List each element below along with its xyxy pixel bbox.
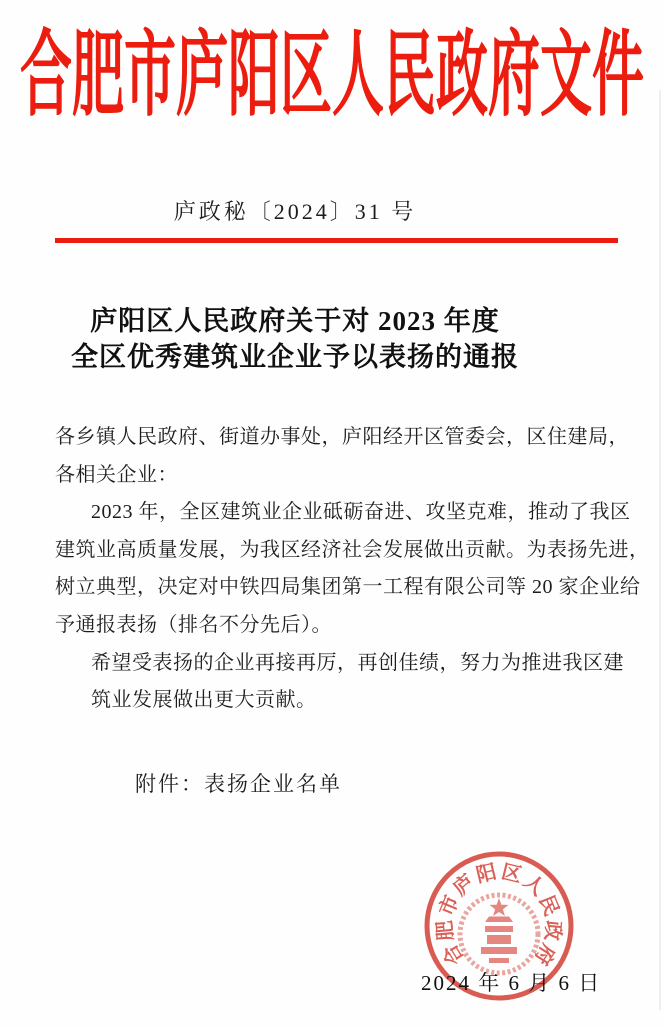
body-line: 希望受表扬的企业再接再厉，再创佳绩，努力为推进我区建 (91, 651, 624, 674)
body-line: 予通报表扬（排名不分先后）。 (55, 613, 332, 636)
seal-char: 庐 (449, 870, 479, 901)
red-separator-rule (55, 238, 618, 243)
seal-char: 府 (529, 939, 559, 969)
seal-char: 肥 (433, 919, 458, 942)
emblem-ribbon (489, 958, 509, 963)
document-title-line-1: 庐阳区人民政府关于对 2023 年度 (90, 306, 500, 336)
body-text (55, 419, 650, 720)
scan-edge-artifact (659, 90, 661, 1010)
document-title (0, 303, 627, 375)
seal-char: 合 (439, 939, 469, 969)
seal-char: 人 (519, 870, 549, 901)
emblem-star-icon (490, 898, 509, 916)
emblem-gate-wall (487, 935, 511, 944)
emblem-gate-mid (485, 926, 513, 932)
body-line: 2023 年，全区建筑业企业砥砺奋进、攻坚克难，推动了我区 (91, 501, 631, 524)
body-line: 树立典型，决定对中铁四局集团第一工程有限公司等 20 家企业给 (55, 576, 641, 599)
document-title-line-2: 全区优秀建筑业企业予以表扬的通报 (71, 342, 519, 372)
national-emblem (460, 895, 538, 973)
date-line: 2024 年 6 月 6 日 (421, 971, 602, 995)
body-line: 各相关企业： (55, 463, 178, 486)
body-line: 建筑业高质量发展，为我区经济社会发展做出贡献。为表扬先进， (55, 538, 650, 561)
masthead-title: 合肥市庐阳区人民政府文件 (19, 25, 644, 128)
attachment-line: 附件：表扬企业名单 (135, 772, 342, 796)
emblem-gate-base (481, 947, 517, 954)
emblem-gate-upper-roof (485, 917, 513, 923)
masthead (0, 25, 664, 128)
body-line: 各乡镇人民政府、街道办事处，庐阳经开区管委会，区住建局， (55, 426, 629, 448)
seal-char: 政 (540, 919, 565, 942)
seal-char: 民 (534, 892, 563, 920)
seal-char: 阳 (474, 861, 499, 888)
document-number: 庐政秘〔2024〕31 号 (173, 199, 417, 224)
seal-char: 市 (435, 892, 464, 920)
body-line: 筑业发展做出更大贡献。 (91, 689, 317, 712)
seal-char: 区 (499, 861, 524, 888)
